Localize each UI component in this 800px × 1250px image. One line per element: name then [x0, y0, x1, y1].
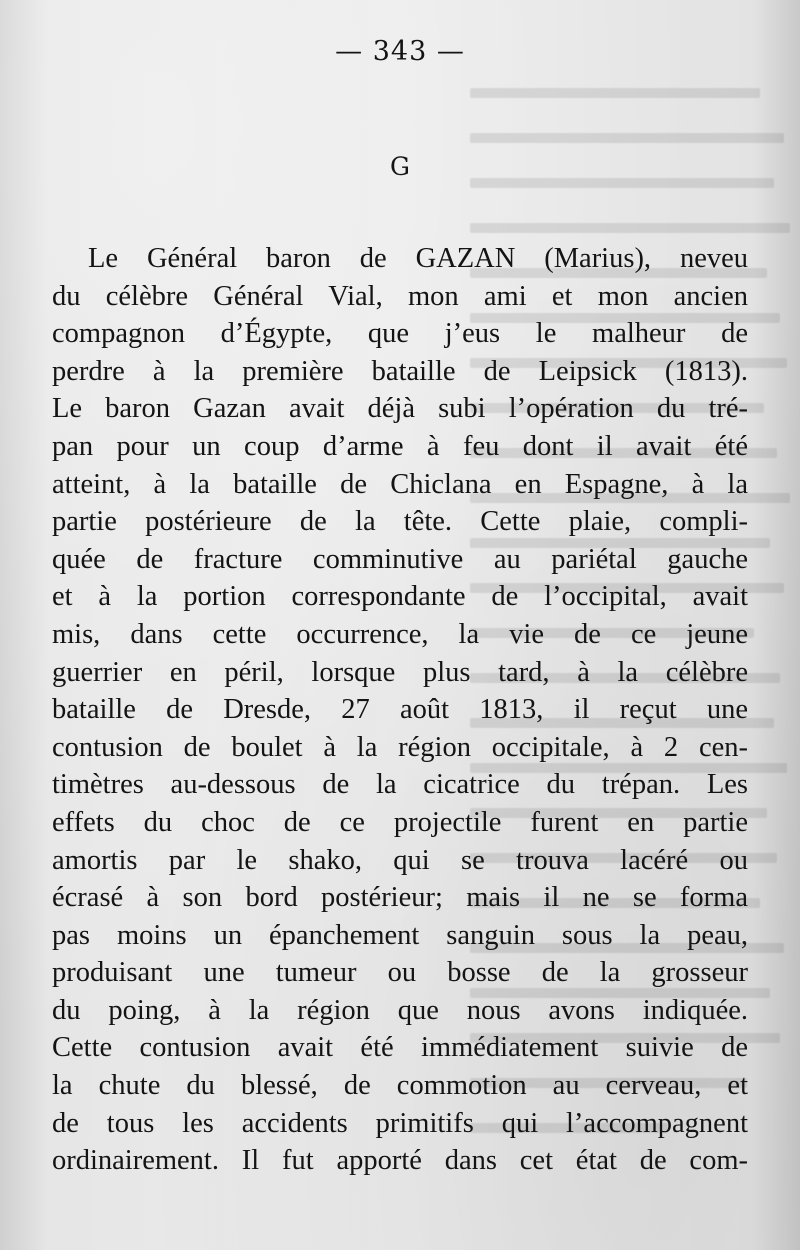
text-line: Le baron Gazan avait déjà subi l’opération du tré-	[52, 393, 748, 425]
text-line: contusion de boulet à la région occipitale, à 2 cen-	[52, 731, 748, 763]
page-number: — 343 —	[335, 36, 465, 67]
paragraph	[52, 240, 748, 1180]
text-line: bataille de Dresde, 27 août 1813, il reçut une	[52, 694, 748, 726]
text-line: atteint, à la bataille de Chiclana en Espagne, à la	[52, 468, 748, 500]
text-line: pas moins un épanchement sanguin sous la peau,	[52, 919, 748, 951]
text-line: de tous les accidents primitifs qui l’accompagnent	[52, 1107, 748, 1139]
text-line: écrasé à son bord postérieur; mais il ne se forma	[52, 882, 748, 914]
section-letter-heading: G	[390, 152, 410, 181]
text-line: produisant une tumeur ou bosse de la grosseur	[52, 957, 748, 989]
text-line: Cette contusion avait été immédiatement suivie de	[52, 1032, 748, 1064]
text-line: perdre à la première bataille de Leipsick (1813).	[52, 355, 748, 387]
text-line: du poing, à la région que nous avons indiquée.	[52, 994, 748, 1026]
text-line: quée de fracture comminutive au pariétal gauche	[52, 543, 748, 575]
text-line: la chute du blessé, de commotion au cerveau, et	[52, 1070, 748, 1102]
text-line: Le Général baron de GAZAN (Marius), neveu	[88, 243, 748, 274]
text-line: partie postérieure de la tête. Cette plaie, compli-	[52, 506, 748, 538]
text-line: ordinairement. Il fut apporté dans cet état de com-	[52, 1145, 748, 1177]
text-line: du célèbre Général Vial, mon ami et mon ancien	[52, 280, 748, 312]
text-line: compagnon d’Égypte, que j’eus le malheur de	[52, 318, 748, 350]
text-line: amortis par le shako, qui se trouva lacéré ou	[52, 844, 748, 876]
text-line: guerrier en péril, lorsque plus tard, à la célèbre	[52, 656, 748, 688]
text-line: mis, dans cette occurrence, la vie de ce jeune	[52, 618, 748, 650]
text-line: timètres au-dessous de la cicatrice du trépan. Les	[52, 769, 748, 801]
text-line: effets du choc de ce projectile furent en partie	[52, 806, 748, 838]
text-line: et à la portion correspondante de l’occipital, avait	[52, 581, 748, 613]
text-line: pan pour un coup d’arme à feu dont il avait été	[52, 430, 748, 462]
